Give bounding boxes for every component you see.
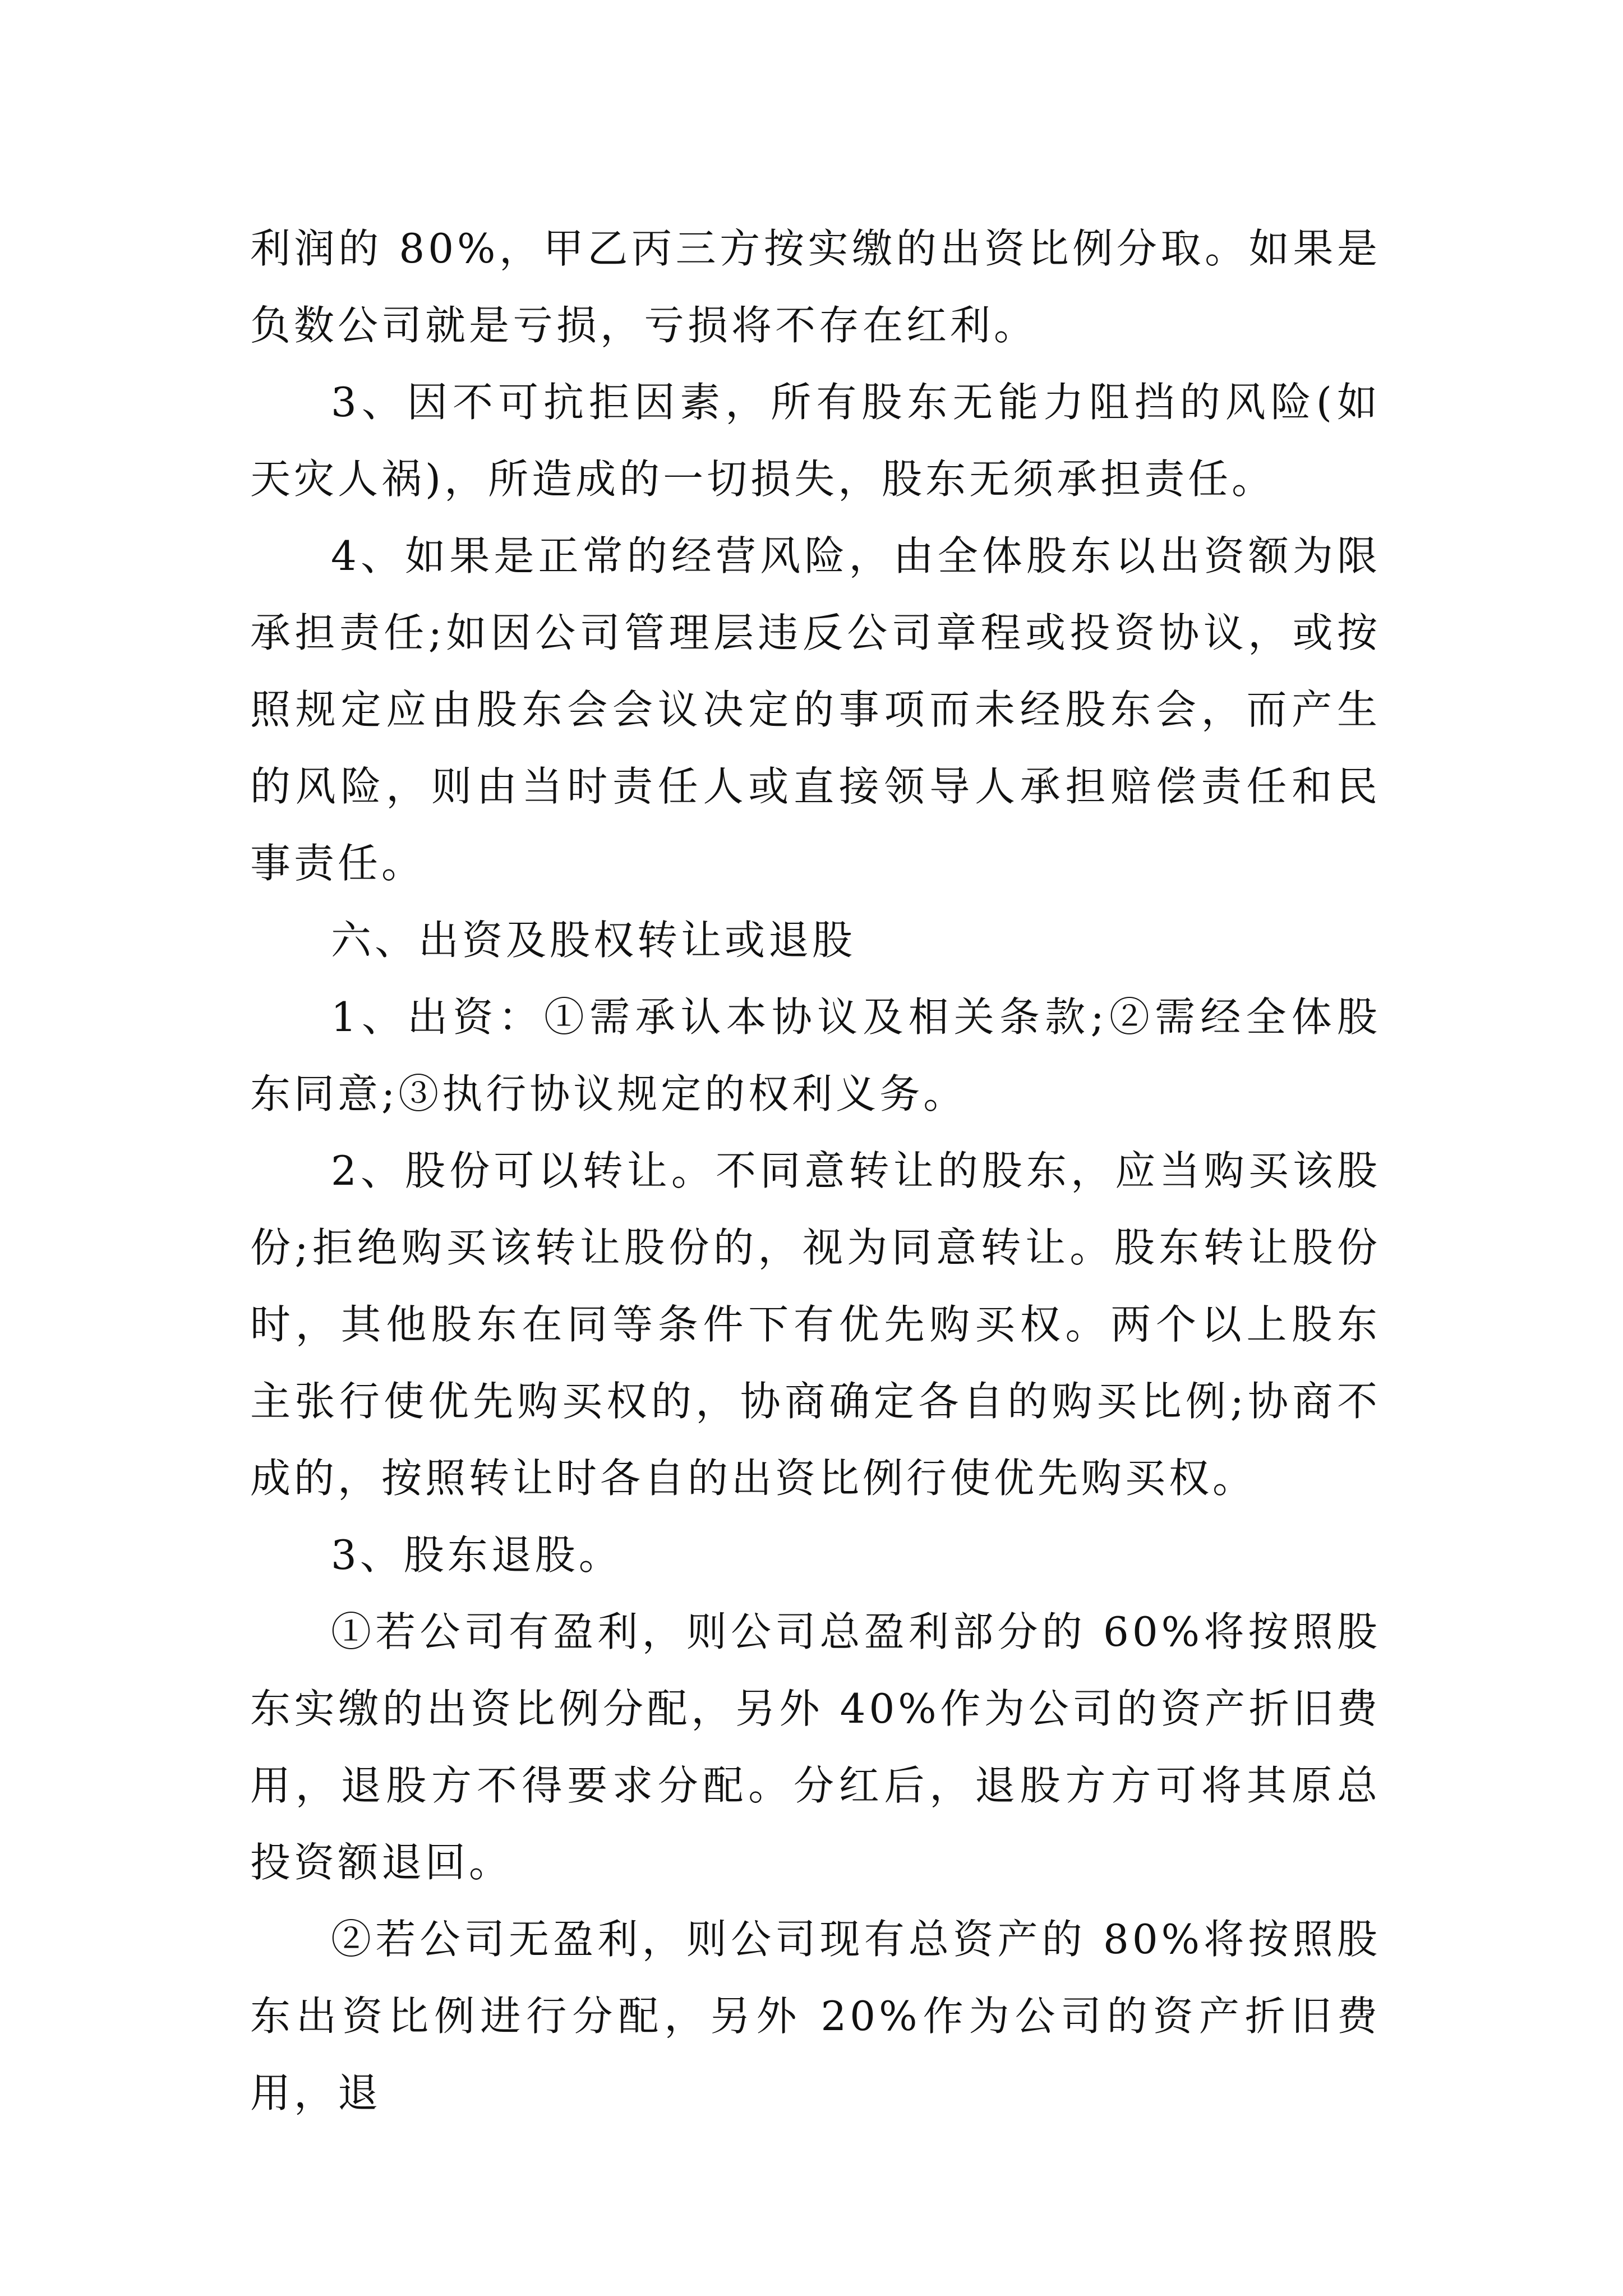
paragraph-continuation: 利润的 80%，甲乙丙三方按实缴的出资比例分取。如果是负数公司就是亏损，亏损将不存在红利。: [250, 225, 1381, 349]
paragraph-withdrawal-profit: ①若公司有盈利，则公司总盈利部分的 60%将按照股东实缴的出资比例分配，另外 40%作为公司的资产折旧费用，退股方不得要求分配。分红后，退股方方可将其原总投资额退回。: [250, 1608, 1381, 1886]
paragraph-investment: 1、出资：①需承认本协议及相关条款;②需经全体股东同意;③执行协议规定的权利义务。: [250, 993, 1381, 1117]
paragraph-withdrawal-heading: 3、股东退股。: [331, 1531, 623, 1579]
paragraph-business-risk: 4、如果是正常的经营风险，由全体股东以出资额为限承担责任;如因公司管理层违反公司章程或投资协议，或按照规定应由股东会会议决定的事项而未经股东会，而产生的风险，则由当时责任人或直接领导人承担赔偿责任和民事责任。: [250, 532, 1381, 887]
paragraph-force-majeure: 3、因不可抗拒因素，所有股东无能力阻挡的风险(如天灾人祸)，所造成的一切损失，股东无须承担责任。: [250, 379, 1381, 503]
document-body: [250, 210, 1381, 2132]
paragraph-withdrawal-no-profit: ②若公司无盈利，则公司现有总资产的 80%将按照股东出资比例进行分配，另外 20%作为公司的资产折旧费用，退: [250, 1916, 1381, 2116]
paragraph-share-transfer: 2、股份可以转让。不同意转让的股东，应当购买该股份;拒绝购买该转让股份的，视为同意转让。股东转让股份时，其他股东在同等条件下有优先购买权。两个以上股东主张行使优先购买权的，协商确定各自的购买比例;协商不成的，按照转让时各自的出资比例行使优先购买权。: [250, 1147, 1381, 1502]
section-heading-6: 六、出资及股权转让或退股: [331, 917, 856, 964]
